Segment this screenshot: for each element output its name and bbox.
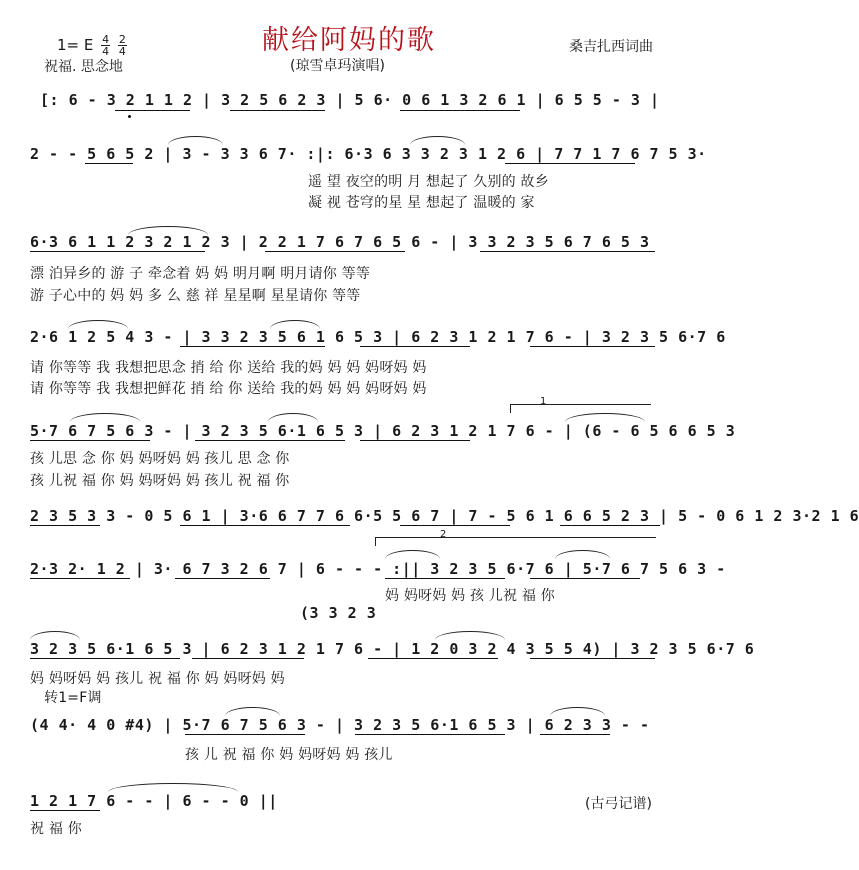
time-signature-2: $\frac{2}{4}$: [118, 33, 126, 58]
key-label: 1= E: [57, 36, 94, 54]
pickup-notes: (3 3 2 3: [300, 604, 377, 622]
lyrics-line-2a: 遥 望 夜空的明 月 想起了 久别的 故乡: [308, 174, 549, 190]
volta-1-label: 1: [540, 396, 547, 407]
score-line-1: [: 6 - 3 2 1 1 2 | 3 2 5 6 2 3 | 5 6· 0 6 1 3 2 6 1 | 6 5 5 - 3 |: [40, 91, 660, 109]
lyrics-line-2b: 凝 视 苍穹的星 星 想起了 温暖的 家: [308, 195, 535, 211]
score-line-7: 2·3 2· 1 2 | 3· 6 7 3 2 6 7 | 6 - - - :|| 3 2 3 5 6·7 6 | 5·7 6 7 5 6 3 -: [30, 560, 726, 578]
lyrics-line-3b: 游 子心中的 妈 妈 多 么 慈 祥 星星啊 星星请你 等等: [30, 288, 361, 304]
singer-credit: (琼雪卓玛演唱): [290, 58, 385, 74]
lyrics-line-7: 妈 妈呀妈 妈 孩 儿祝 福 你: [385, 588, 555, 604]
score-line-5: 5·7 6 7 5 6 3 - | 3 2 3 5 6·1 6 5 3 | 6 2 3 1 2 1 7 6 - | (6 - 6 5 6 6 5 3: [30, 422, 736, 440]
score-line-8: 3 2 3 5 6·1 6 5 3 | 6 2 3 1 2 1 7 6 - | 1 2 0 3 2 4 3 5 5 4) | 3 2 3 5 6·7 6: [30, 640, 755, 658]
transcriber-credit: (古弓记谱): [585, 796, 652, 812]
score-line-9: (4 4· 4 0 #4) | 5·7 6 7 5 6 3 - | 3 2 3 5 6·1 6 5 3 | 6 2 3 3 - -: [30, 716, 650, 734]
lyrics-line-8: 妈 妈呀妈 妈 孩儿 祝 福 你 妈 妈呀妈 妈: [30, 671, 285, 687]
score-line-3: 6·3 6 1 1 2 3 2 1 2 3 | 2 2 1 7 6 7 6 5 6 - | 3 3 2 3 5 6 7 6 5 3: [30, 233, 650, 251]
lyrics-line-10: 祝 福 你: [30, 821, 82, 837]
lyrics-line-4a: 请 你等等 我 我想把思念 捎 给 你 送给 我的妈 妈 妈 妈呀妈 妈: [30, 360, 427, 376]
lyrics-line-4b: 请 你等等 我 我想把鲜花 捎 给 你 送给 我的妈 妈 妈 妈呀妈 妈: [30, 381, 427, 397]
time-signature-1: $\frac{4}{4}$: [102, 33, 110, 58]
modulation-marking: 转1=F调: [44, 690, 102, 706]
lyrics-line-3a: 漂 泊异乡的 游 子 牵念着 妈 妈 明月啊 明月请你 等等: [30, 266, 371, 282]
key-signature: [57, 34, 127, 57]
tempo-marking: 祝福. 思念地: [44, 59, 123, 75]
lyrics-line-9: 孩 儿 祝 福 你 妈 妈呀妈 妈 孩儿: [185, 747, 393, 763]
lyrics-line-5b: 孩 儿祝 福 你 妈 妈呀妈 妈 孩儿 祝 福 你: [30, 473, 290, 489]
score-line-10: 1 2 1 7 6 - - | 6 - - 0 ||: [30, 792, 278, 810]
score-line-4: 2·6 1 2 5 4 3 - | 3 3 2 3 5 6 1 6 5 3 | 6 2 3 1 2 1 7 6 - | 3 2 3 5 6·7 6: [30, 328, 726, 346]
song-title: 献给阿妈的歌: [262, 25, 436, 56]
score-line-2: 2 - - 5 6 5 2 | 3 - 3 3 6 7· :|: 6·3 6 3 3 2 3 1 2 6 | 7 7 1 7 6 7 5 3·: [30, 145, 707, 163]
score-line-6: 2 3 5 3 3 - 0 5 6 1 | 3·6 6 7 7 6 6·5 5 6 7 | 7 - 5 6 1 6 6 5 2 3 | 5 - 0 6 1 2 3·2 1 6: [30, 507, 859, 525]
lyrics-line-5a: 孩 儿思 念 你 妈 妈呀妈 妈 孩儿 思 念 你: [30, 451, 290, 467]
volta-2-label: 2: [440, 529, 447, 540]
composer-credit: 桑吉扎西词曲: [569, 39, 653, 55]
